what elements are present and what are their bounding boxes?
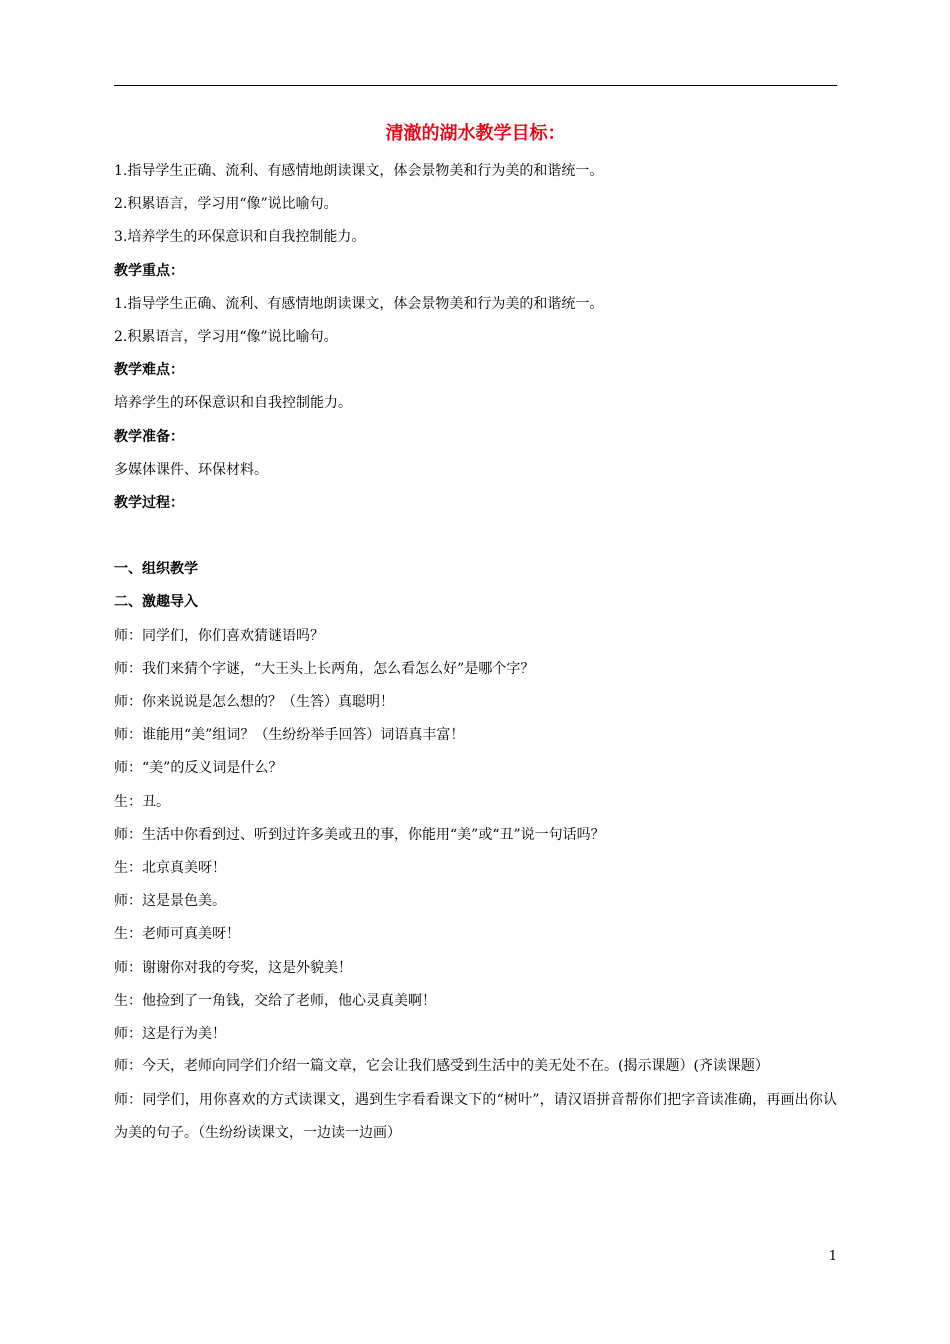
dialogue-line-5: 师：“美”的反义词是什么？	[114, 760, 283, 777]
dialogue-line-15: 师：同学们，用你喜欢的方式读课文，遇到生字看看课文下的“树叶”，请汉语拼音帮你们把字音读准确，再画出你认为美的句子。（生纷纷读课文，一边读一边画）	[114, 1091, 837, 1141]
preparation-heading: 教学准备：	[114, 428, 184, 445]
dialogue-line-7: 师：生活中你看到过、听到过许多美或丑的事，你能用“美”或“丑”说一句话吗？	[114, 826, 605, 843]
document-body	[114, 160, 837, 1156]
preparation-text: 多媒体课件、环保材料。	[114, 461, 268, 478]
dialogue-line-10: 生：老师可真美呀！	[114, 926, 240, 943]
dialogue-line-12: 生：他捡到了一角钱，交给了老师，他心灵真美啊！	[114, 992, 436, 1009]
objective-1: 1.指导学生正确、流利、有感情地朗读课文，体会景物美和行为美的和谐统一。	[114, 163, 604, 179]
dialogue-line-13: 师：这是行为美！	[114, 1025, 226, 1042]
header-rule	[114, 85, 837, 86]
objective-3: 3.培养学生的环保意识和自我控制能力。	[114, 229, 366, 246]
dialogue-line-3: 师：你来说说是怎么想的？（生答）真聪明！	[114, 694, 394, 710]
blank-line	[114, 525, 837, 558]
dialogue-line-6: 生：丑。	[114, 793, 170, 810]
dialogue-line-14: 师：今天，老师向同学们介绍一篇文章，它会让我们感受到生活中的美无处不在。(揭示课题）(齐读课题）	[114, 1058, 769, 1075]
dialogue-line-9: 师：这是景色美。	[114, 893, 226, 910]
section-heading-2: 二、激趣导入	[114, 594, 198, 611]
objective-2: 2.积累语言，学习用“像”说比喻句。	[114, 196, 338, 213]
dialogue-line-11: 师：谢谢你对我的夸奖，这是外貌美！	[114, 959, 352, 976]
difficulties-text: 培养学生的环保意识和自我控制能力。	[114, 395, 352, 412]
dialogue-line-1: 师：同学们，你们喜欢猜谜语吗？	[114, 627, 324, 644]
dialogue-line-2: 师：我们来猜个字谜，“大王头上长两角，怎么看怎么好”是哪个字？	[114, 660, 535, 677]
page-number: 1	[828, 1249, 837, 1264]
difficulties-heading: 教学难点：	[114, 362, 184, 379]
document-title: 清澈的湖水教学目标：	[385, 123, 566, 144]
dialogue-line-4: 师：谁能用“美”组词？（生纷纷举手回答）词语真丰富！	[114, 727, 465, 744]
key-points-heading: 教学重点：	[114, 262, 184, 279]
key-point-2: 2.积累语言，学习用“像”说比喻句。	[114, 328, 338, 345]
process-heading: 教学过程：	[114, 494, 184, 511]
key-point-1: 1.指导学生正确、流利、有感情地朗读课文，体会景物美和行为美的和谐统一。	[114, 295, 604, 312]
dialogue-line-8: 生：北京真美呀！	[114, 859, 226, 876]
section-heading-1: 一、组织教学	[114, 561, 198, 578]
